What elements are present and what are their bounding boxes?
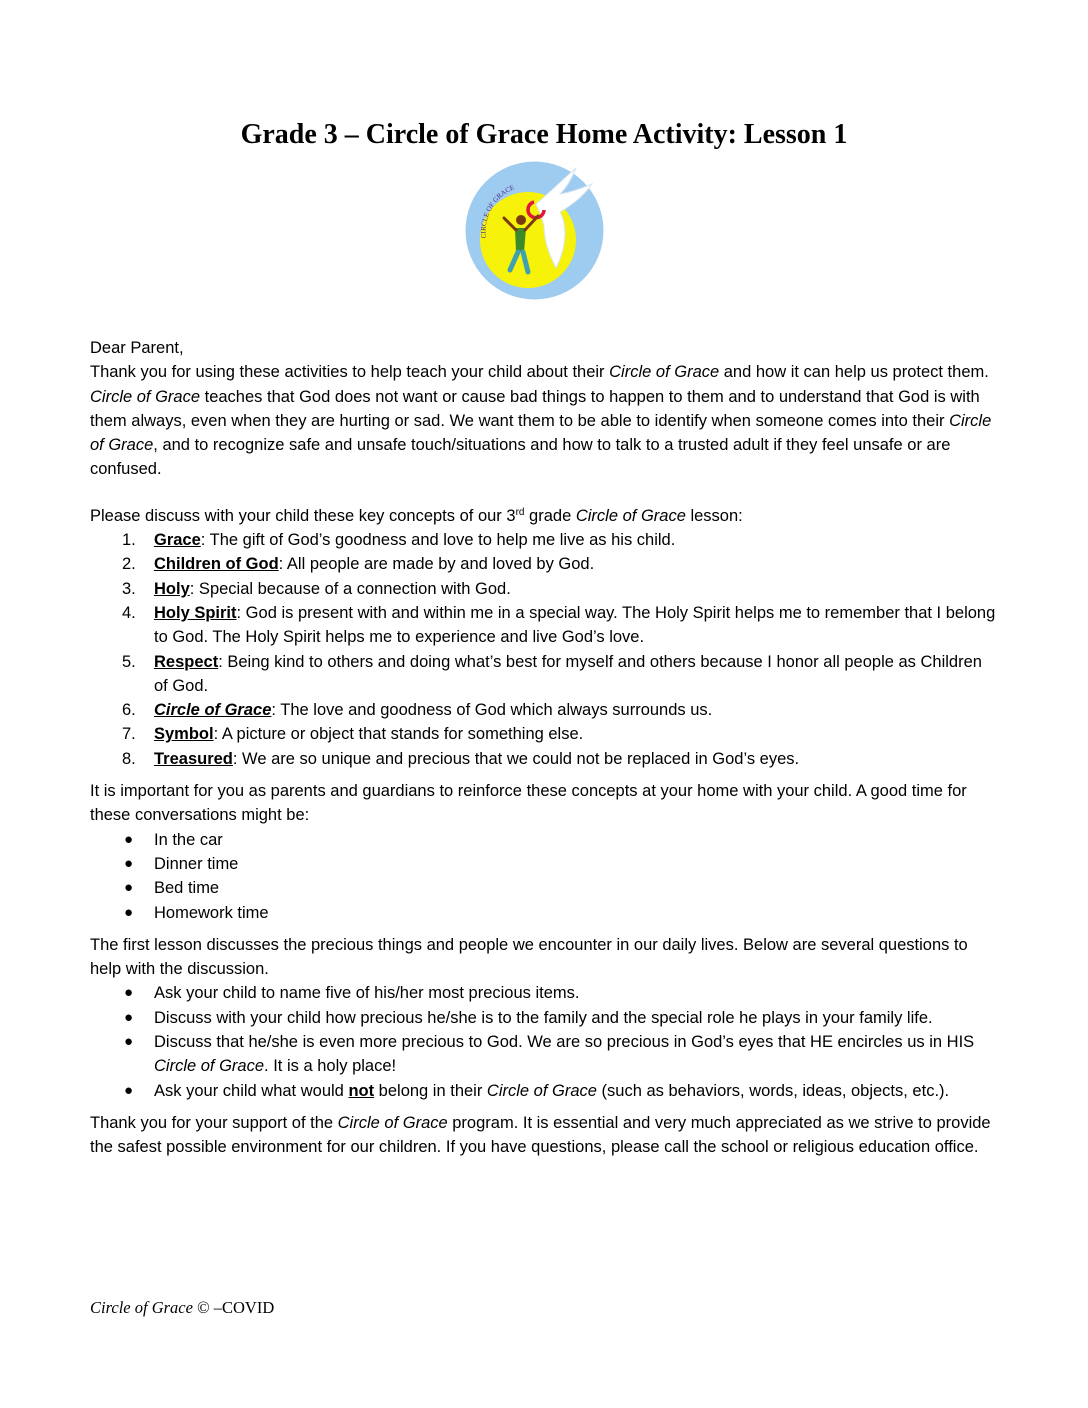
- bullet-icon: ●: [124, 879, 134, 897]
- bullet-icon: ●: [124, 984, 134, 1002]
- list-item: ● Ask your child what would not belong in their Circle of Grace (such as behaviors, words, ideas, objects, etc.).: [90, 1079, 1000, 1103]
- list-item: 8. Treasured: We are so unique and precious that we could not be replaced in God’s eyes.: [122, 749, 800, 768]
- bullet-icon: ●: [124, 903, 134, 921]
- discussion-questions-list: [90, 981, 1000, 1102]
- lesson-paragraph: The first lesson discusses the precious things and people we encounter in our daily lives. Below are several questions to help with the discussion.: [90, 935, 968, 979]
- concepts-intro: Please discuss with your child these key concepts of our 3rd grade Circle of Grace lesson:: [90, 506, 743, 525]
- list-item: 2. Children of God: All people are made by and loved by God.: [122, 555, 595, 574]
- list-item: 6. Circle of Grace: The love and goodness of God which always surrounds us.: [122, 701, 713, 720]
- logo-arc-text: CIRCLE OF GRACE: [479, 183, 516, 239]
- letter-body: [90, 336, 1000, 1160]
- reinforce-paragraph: It is important for you as parents and guardians to reinforce these concepts at your home with your child. A good time for these conversations might be:: [90, 782, 967, 825]
- list-item: 3. Holy: Special because of a connection with God.: [122, 579, 511, 598]
- list-item: ● Discuss with your child how precious he/she is to the family and the special role he plays in your family life.: [90, 1006, 1000, 1030]
- bullet-icon: ●: [124, 830, 134, 848]
- list-item: 7. Symbol: A picture or object that stands for something else.: [122, 725, 584, 744]
- list-item: ● Discuss that he/she is even more precious to God. We are so precious in God’s eyes that HE encircles us in HIS Circle of Grace. It is a holy place!: [90, 1030, 1000, 1079]
- list-item: 5. Respect: Being kind to others and doing what’s best for myself and others because I honor all people as Children of God.: [122, 652, 982, 695]
- bullet-icon: ●: [124, 1081, 134, 1099]
- closing-paragraph: Thank you for your support of the Circle of Grace program. It is essential and very much appreciated as we strive to provide the safest possible environment for our children. If you have questions, please call the school or religious education office.: [90, 1113, 991, 1157]
- greeting: Dear Parent,: [90, 339, 184, 357]
- page-title: Grade 3 – Circle of Grace Home Activity: Lesson 1: [240, 119, 848, 150]
- conversation-times-list: [90, 828, 1000, 925]
- list-item: 1. Grace: The gift of God’s goodness and love to help me live as his child.: [122, 531, 676, 550]
- concepts-list: [90, 528, 1000, 771]
- bullet-icon: ●: [124, 1033, 134, 1051]
- page-footer: Circle of Grace © –COVID: [90, 1298, 275, 1317]
- list-item: ● Ask your child to name five of his/her most precious items.: [90, 981, 1000, 1005]
- intro-paragraph: Thank you for using these activities to help teach your child about their Circle of Grace and how it can help us protect them. Circle of Grace teaches that God does not want or cause bad things to happen to them and to understand that God is with them always, even when they are hurting or sad. We want them to be able to identify when someone comes into their Circle of Grace, and to recognize safe and unsafe touch/situations and how to talk to a trusted adult if they feel unsafe or are confused.: [90, 363, 992, 479]
- list-item: ● In the car: [90, 828, 1000, 852]
- list-item: ● Bed time: [90, 876, 1000, 900]
- list-item: 4. Holy Spirit: God is present with and within me in a special way. The Holy Spirit helps me to remember that I belong to God. The Holy Spirit helps me to experience and live God’s love.: [122, 603, 996, 647]
- bullet-icon: ●: [124, 854, 134, 872]
- list-item: ● Dinner time: [90, 852, 1000, 876]
- circle-of-grace-logo: [464, 160, 605, 301]
- list-item: ● Homework time: [90, 901, 1000, 925]
- bullet-icon: ●: [124, 1008, 134, 1026]
